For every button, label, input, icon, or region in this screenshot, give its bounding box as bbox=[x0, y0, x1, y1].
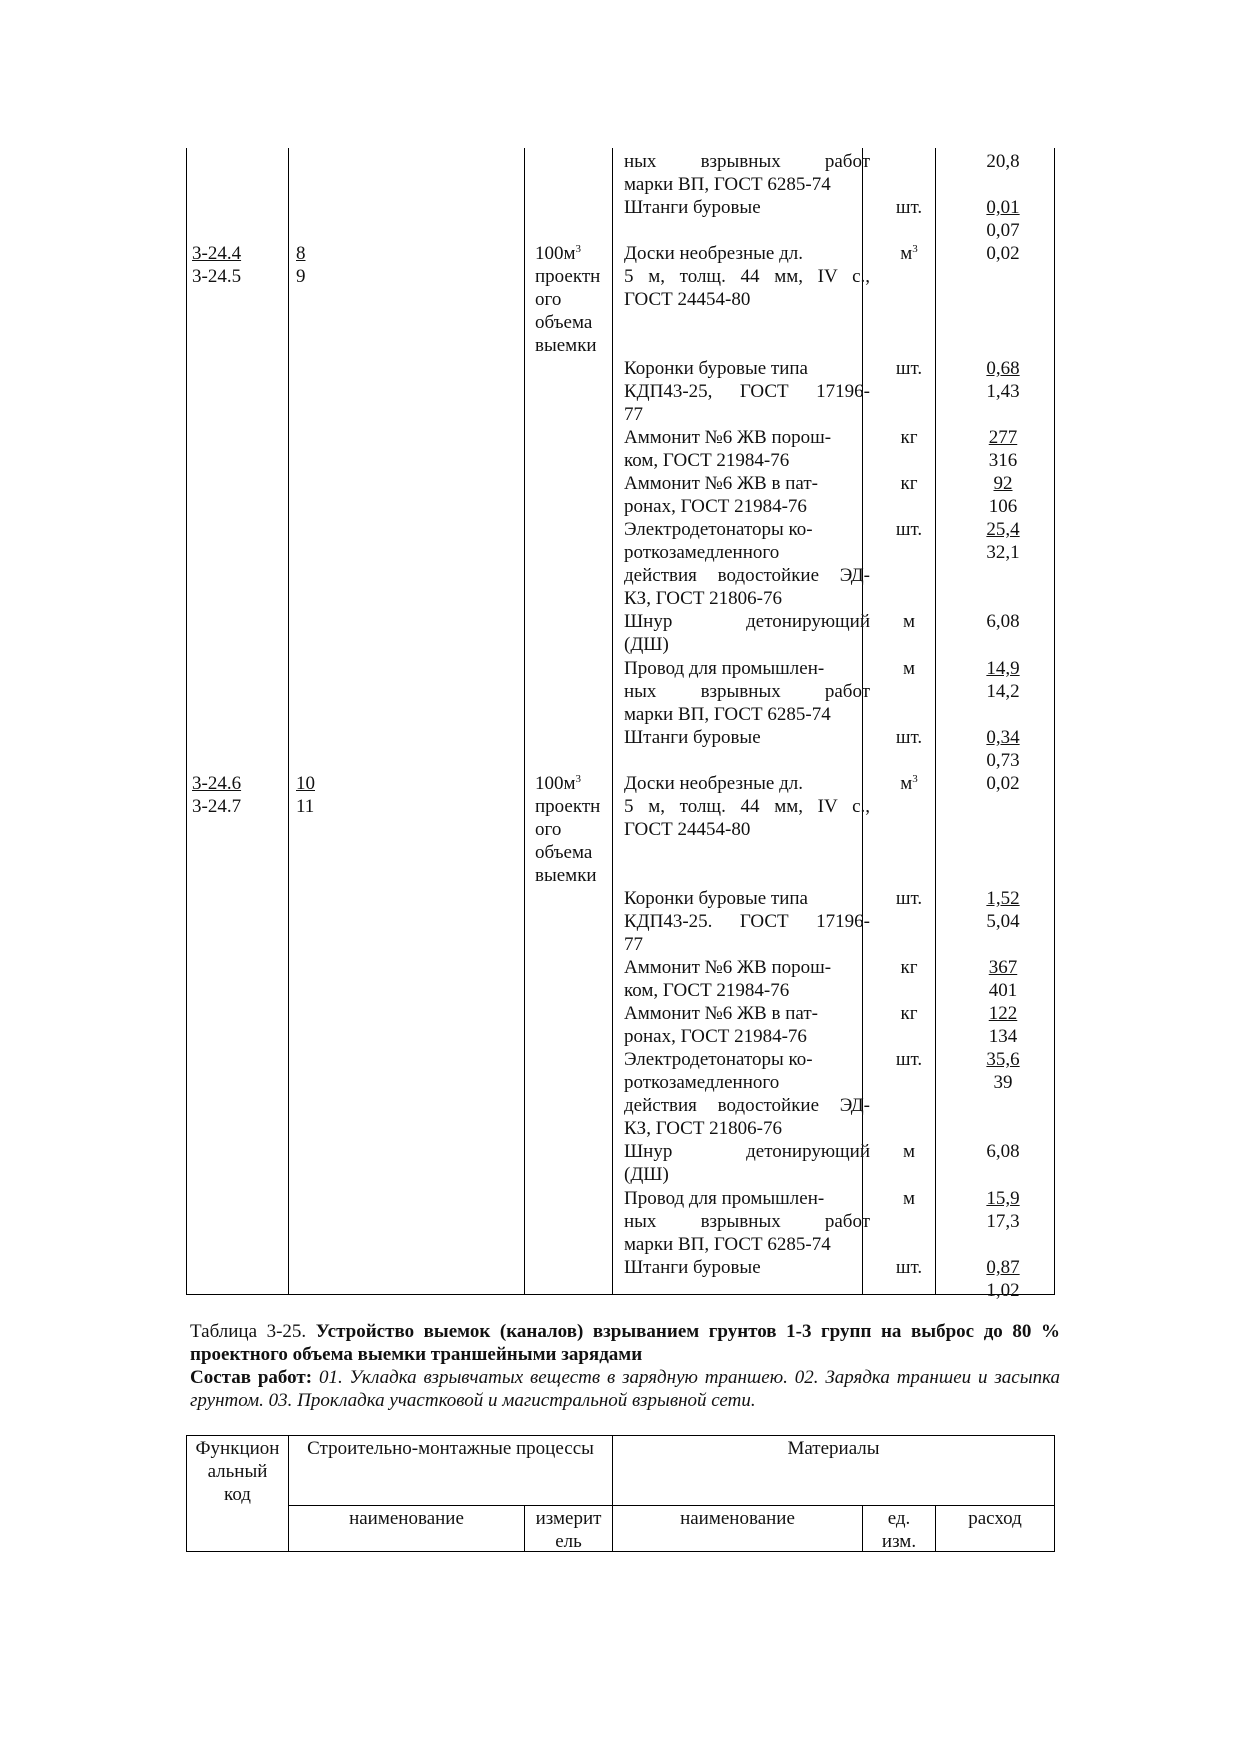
quantity: 0,02 bbox=[986, 773, 1020, 794]
material-name-line: роткозамедленного bbox=[624, 1072, 780, 1093]
header-consumption: расход bbox=[968, 1508, 1022, 1529]
quantity-denominator: 5,04 bbox=[986, 911, 1020, 932]
meter-cell bbox=[535, 242, 600, 357]
material-name-line: (ДШ) bbox=[624, 1164, 669, 1185]
unit: шт. bbox=[895, 1257, 923, 1278]
material-name bbox=[624, 726, 870, 749]
quantity-denominator: 39 bbox=[993, 1072, 1013, 1093]
material-name-line: ком, ГОСТ 21984-76 bbox=[624, 450, 790, 471]
header-unit bbox=[863, 1507, 935, 1553]
material-name-line: действия водостойкие ЭД- bbox=[624, 565, 870, 586]
material-name-line: Штанги буровые bbox=[624, 1257, 761, 1278]
unit: м bbox=[900, 773, 913, 794]
meter-sup: 3 bbox=[575, 243, 582, 255]
material-name-line: КДП43-25, ГОСТ 17196- bbox=[624, 381, 870, 402]
number: 11 bbox=[296, 796, 315, 817]
material-name-line: 77 bbox=[624, 934, 643, 955]
unit: шт. bbox=[895, 358, 923, 379]
work-label: Состав работ: bbox=[190, 1367, 319, 1388]
work-text: 01. Укладка взрывчатых веществ в зарядную траншею. 02. Зарядка траншеи и засыпка грунтом. 03. Прокладка участковой и магистральной взрывной сети. bbox=[190, 1367, 1060, 1411]
material-name-line: марки ВП, ГОСТ 6285-74 bbox=[624, 704, 831, 725]
code: 3-24.5 bbox=[192, 266, 242, 287]
caption-title: Устройство выемок (каналов) взрыванием грунтов 1-3 групп на выброс до 80 % проектного объема выемки траншейными зарядами bbox=[190, 1321, 1060, 1365]
material-name bbox=[624, 887, 870, 956]
material-name-line: Коронки буровые типа bbox=[624, 888, 808, 909]
material-name bbox=[624, 772, 870, 841]
quantity: 0,02 bbox=[986, 243, 1020, 264]
unit: шт. bbox=[895, 197, 923, 218]
material-name-line: ГОСТ 24454-80 bbox=[624, 819, 751, 840]
quantity-numerator: 0,01 bbox=[986, 197, 1020, 218]
quantity: 6,08 bbox=[986, 611, 1020, 632]
unit: м bbox=[902, 1141, 916, 1162]
quantity-denominator: 401 bbox=[988, 980, 1018, 1001]
meter-line: проектн bbox=[535, 796, 601, 817]
material-name-line: КЗ, ГОСТ 21806-76 bbox=[624, 588, 783, 609]
unit: м bbox=[902, 1188, 916, 1209]
unit: шт. bbox=[895, 888, 923, 909]
number: 9 bbox=[296, 266, 306, 287]
material-name-line: марки ВП, ГОСТ 6285-74 bbox=[624, 174, 831, 195]
material-name-line: Коронки буровые типа bbox=[624, 358, 808, 379]
unit-sup: 3 bbox=[912, 773, 918, 785]
material-name-line: КЗ, ГОСТ 21806-76 bbox=[624, 1118, 783, 1139]
material-name-line: КДП43-25. ГОСТ 17196- bbox=[624, 911, 870, 932]
header-name-materials: наименование bbox=[680, 1508, 795, 1529]
header-line: альный bbox=[207, 1461, 268, 1482]
material-name-line: Аммонит №6 ЖВ порош- bbox=[624, 427, 832, 448]
unit: кг bbox=[900, 1003, 918, 1024]
material-name-line: Штанги буровые bbox=[624, 727, 761, 748]
material-name-line: роткозамедленного bbox=[624, 542, 780, 563]
header-func-code bbox=[187, 1437, 288, 1506]
material-name bbox=[624, 1002, 870, 1048]
meter-line: выемки bbox=[535, 335, 597, 356]
material-name-line: ГОСТ 24454-80 bbox=[624, 289, 751, 310]
quantity-numerator: 25,4 bbox=[986, 519, 1020, 540]
material-name-line: 77 bbox=[624, 404, 643, 425]
material-name-line: ронах, ГОСТ 21984-76 bbox=[624, 1026, 807, 1047]
header-line: Функцион bbox=[195, 1438, 280, 1459]
quantity-numerator: 0,68 bbox=[986, 358, 1020, 379]
quantity-numerator: 277 bbox=[988, 427, 1018, 448]
material-name bbox=[624, 956, 870, 1002]
material-name-line: Электродетонаторы ко- bbox=[624, 519, 813, 540]
material-name bbox=[624, 1187, 870, 1256]
meter-line: 100м bbox=[535, 243, 576, 264]
unit: кг bbox=[900, 957, 918, 978]
material-name-line: (ДШ) bbox=[624, 634, 669, 655]
unit: шт. bbox=[895, 1049, 923, 1070]
work-composition bbox=[190, 1366, 1060, 1412]
header-line: ед. bbox=[887, 1508, 911, 1529]
quantity-numerator: 122 bbox=[988, 1003, 1018, 1024]
meter-sup: 3 bbox=[575, 773, 582, 785]
material-name bbox=[624, 1140, 870, 1186]
material-name-line: ных взрывных работ bbox=[624, 151, 870, 172]
meter-line: объема bbox=[535, 312, 593, 333]
quantity-denominator: 0,73 bbox=[986, 750, 1020, 771]
table-caption bbox=[190, 1320, 1060, 1366]
meter-line: объема bbox=[535, 842, 593, 863]
code: 3-24.6 bbox=[192, 773, 242, 794]
meter-line: 100м bbox=[535, 773, 576, 794]
material-name-line: Электродетонаторы ко- bbox=[624, 1049, 813, 1070]
meter-cell bbox=[535, 772, 600, 887]
material-name-line: Доски необрезные дл. bbox=[624, 773, 803, 794]
quantity-numerator: 0,87 bbox=[986, 1257, 1020, 1278]
material-name-line: Шнур детонирующий bbox=[624, 611, 870, 632]
code: 3-24.4 bbox=[192, 243, 242, 264]
meter-line: проектн bbox=[535, 266, 601, 287]
quantity-denominator: 1,43 bbox=[986, 381, 1020, 402]
unit: м bbox=[900, 243, 913, 264]
number: 8 bbox=[296, 243, 306, 264]
header-meter bbox=[525, 1507, 612, 1553]
header-line: ель bbox=[555, 1531, 582, 1552]
unit: м bbox=[902, 658, 916, 679]
material-name bbox=[624, 1256, 870, 1279]
material-name bbox=[624, 426, 870, 472]
code: 3-24.7 bbox=[192, 796, 242, 817]
material-name-line: Аммонит №6 ЖВ в пат- bbox=[624, 1003, 818, 1024]
quantity-denominator: 106 bbox=[988, 496, 1018, 517]
quantity-denominator: 32,1 bbox=[986, 542, 1020, 563]
unit: кг bbox=[900, 427, 918, 448]
quantity-numerator: 92 bbox=[993, 473, 1013, 494]
material-name-line: 5 м, толщ. 44 мм, IV с., bbox=[624, 266, 870, 287]
unit: м bbox=[902, 611, 916, 632]
material-name-line: Провод для промышлен- bbox=[624, 1188, 825, 1209]
material-name-line: ных взрывных работ bbox=[624, 1211, 870, 1232]
quantity: 6,08 bbox=[986, 1141, 1020, 1162]
quantity-denominator: 1,02 bbox=[986, 1280, 1020, 1301]
number: 10 bbox=[296, 773, 315, 794]
quantity-denominator: 134 bbox=[988, 1026, 1018, 1047]
quantity-numerator: 35,6 bbox=[986, 1049, 1020, 1070]
caption-prefix: Таблица 3-25. bbox=[190, 1321, 316, 1342]
quantity: 20,8 bbox=[986, 151, 1020, 172]
unit-sup: 3 bbox=[912, 243, 918, 255]
material-name-line: Шнур детонирующий bbox=[624, 1141, 870, 1162]
material-name bbox=[624, 1048, 870, 1140]
header-name-processes: наименование bbox=[349, 1508, 464, 1529]
header-line: измерит bbox=[535, 1508, 602, 1529]
header-materials: Материалы bbox=[787, 1438, 880, 1459]
quantity-numerator: 14,9 bbox=[986, 658, 1020, 679]
material-name bbox=[624, 657, 870, 726]
material-name-line: ком, ГОСТ 21984-76 bbox=[624, 980, 790, 1001]
quantity-denominator: 0,07 bbox=[986, 220, 1020, 241]
header-processes: Строительно-монтажные процессы bbox=[307, 1438, 594, 1459]
quantity-numerator: 0,34 bbox=[986, 727, 1020, 748]
unit: шт. bbox=[895, 727, 923, 748]
material-name-line: Аммонит №6 ЖВ в пат- bbox=[624, 473, 818, 494]
material-name bbox=[624, 242, 870, 311]
quantity-denominator: 316 bbox=[988, 450, 1018, 471]
material-name bbox=[624, 610, 870, 656]
header-line: изм. bbox=[881, 1531, 917, 1552]
meter-line: ого bbox=[535, 819, 562, 840]
meter-line: ого bbox=[535, 289, 562, 310]
header-line: код bbox=[224, 1484, 251, 1505]
unit: кг bbox=[900, 473, 918, 494]
material-name-line: 5 м, толщ. 44 мм, IV с., bbox=[624, 796, 870, 817]
material-name-line: Доски необрезные дл. bbox=[624, 243, 803, 264]
unit: шт. bbox=[895, 519, 923, 540]
material-name-line: марки ВП, ГОСТ 6285-74 bbox=[624, 1234, 831, 1255]
quantity-numerator: 367 bbox=[988, 957, 1018, 978]
material-name-line: действия водостойкие ЭД- bbox=[624, 1095, 870, 1116]
quantity-numerator: 15,9 bbox=[986, 1188, 1020, 1209]
material-name bbox=[624, 472, 870, 518]
quantity-numerator: 1,52 bbox=[986, 888, 1020, 909]
material-name bbox=[624, 518, 870, 610]
quantity-denominator: 17,3 bbox=[986, 1211, 1020, 1232]
material-name-line: Штанги буровые bbox=[624, 197, 761, 218]
material-name-line: ных взрывных работ bbox=[624, 681, 870, 702]
quantity-denominator: 14,2 bbox=[986, 681, 1020, 702]
material-name-line: Аммонит №6 ЖВ порош- bbox=[624, 957, 832, 978]
material-name bbox=[624, 357, 870, 426]
material-name-line: ронах, ГОСТ 21984-76 bbox=[624, 496, 807, 517]
material-name-line: Провод для промышлен- bbox=[624, 658, 825, 679]
meter-line: выемки bbox=[535, 865, 597, 886]
